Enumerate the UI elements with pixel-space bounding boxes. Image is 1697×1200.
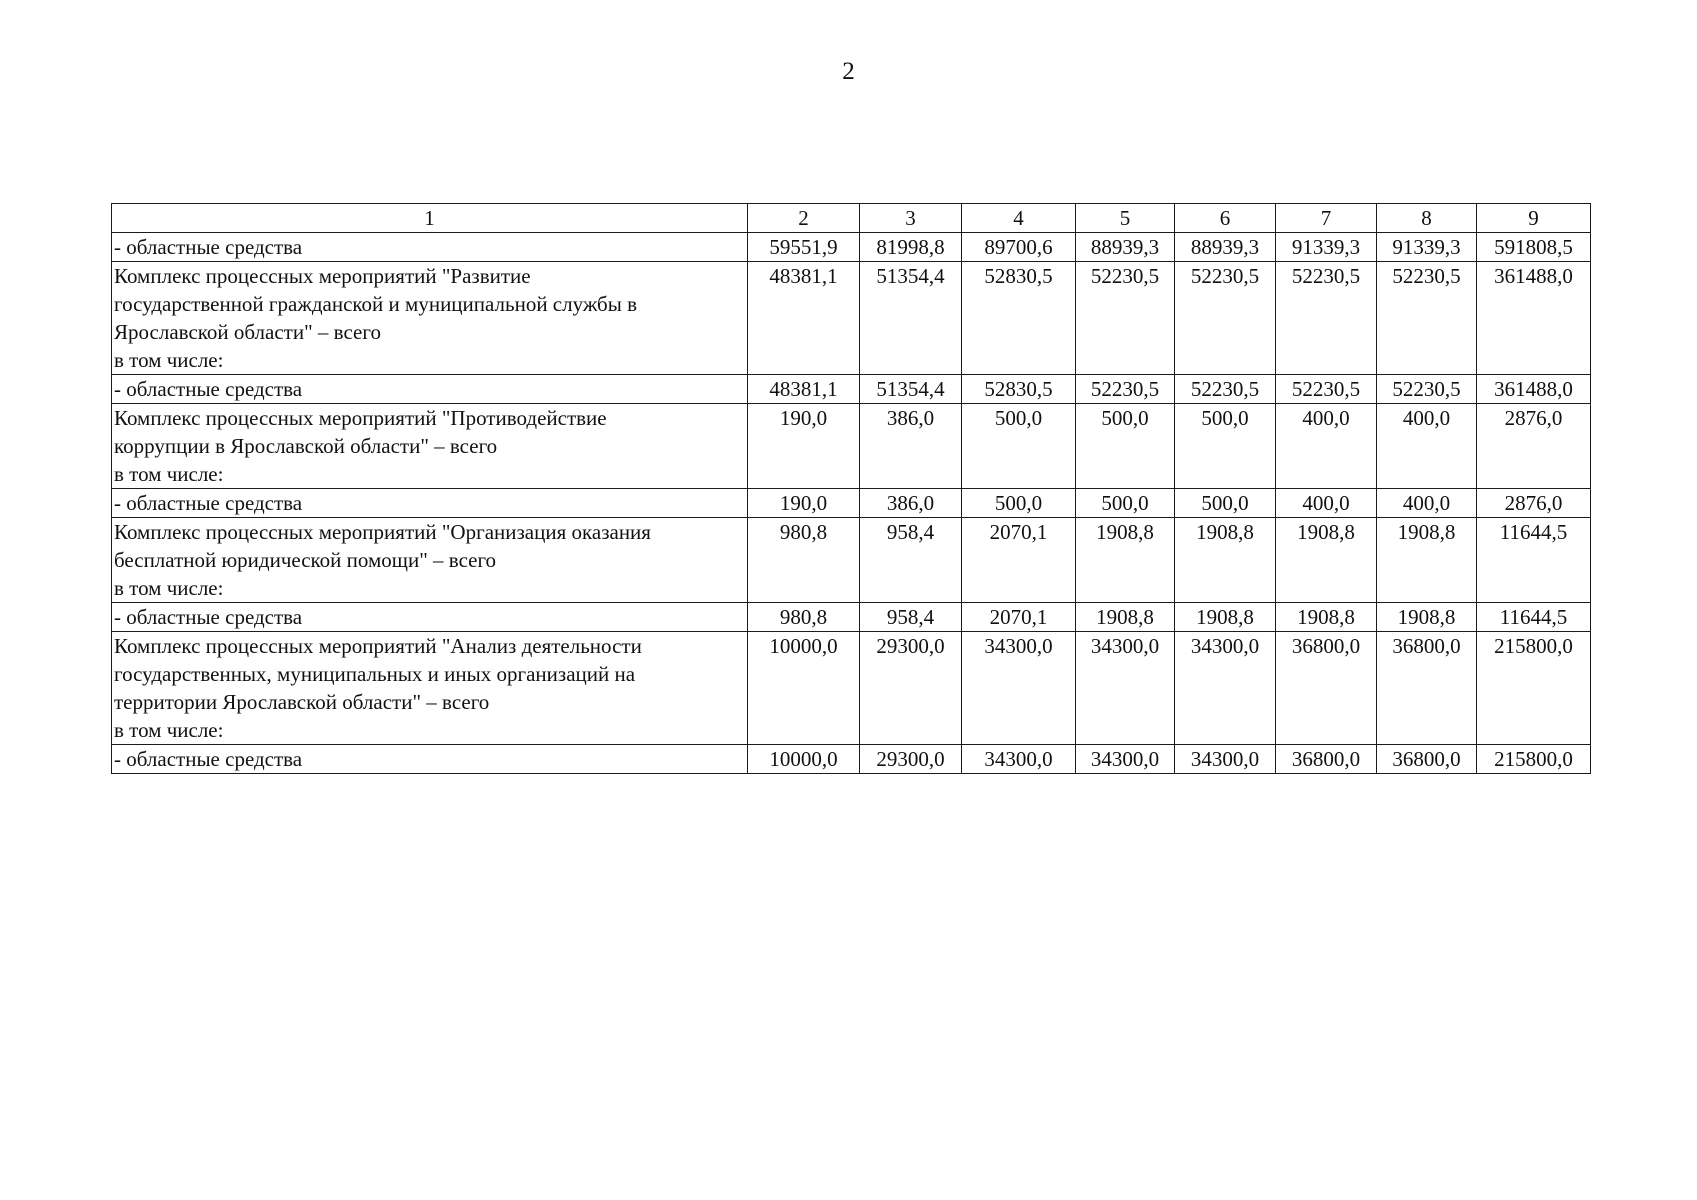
column-header: 2	[748, 204, 860, 233]
value-cell: 1908,8	[1175, 603, 1276, 632]
value-cell: 81998,8	[860, 233, 962, 262]
row-name-line: - областные средства	[114, 235, 303, 259]
table-row-complex	[112, 632, 1591, 745]
column-header: 9	[1477, 204, 1591, 233]
value-cell: 52830,5	[962, 262, 1076, 375]
value-cell: 91339,3	[1377, 233, 1477, 262]
value-cell: 2876,0	[1477, 489, 1591, 518]
value-cell: 500,0	[1175, 489, 1276, 518]
row-name-line: - областные средства	[114, 605, 303, 629]
value-cell: 500,0	[962, 404, 1076, 489]
value-cell: 59551,9	[748, 233, 860, 262]
value-cell: 52230,5	[1377, 375, 1477, 404]
table-row-complex	[112, 518, 1591, 603]
value-cell: 52230,5	[1377, 262, 1477, 375]
table-row-funding	[112, 603, 1591, 632]
page-number: 2	[842, 58, 855, 85]
value-cell: 48381,1	[748, 262, 860, 375]
column-header: 5	[1076, 204, 1175, 233]
value-cell: 11644,5	[1477, 518, 1591, 603]
value-cell: 500,0	[1175, 404, 1276, 489]
value-cell: 52830,5	[962, 375, 1076, 404]
row-name-cell	[112, 375, 748, 404]
value-cell: 980,8	[748, 603, 860, 632]
header-row	[112, 204, 1591, 233]
column-header: 3	[860, 204, 962, 233]
column-header: 8	[1377, 204, 1477, 233]
value-cell: 51354,4	[860, 262, 962, 375]
value-cell: 89700,6	[962, 233, 1076, 262]
value-cell: 88939,3	[1175, 233, 1276, 262]
row-name-line: Комплекс процессных мероприятий "Развитие	[114, 264, 531, 288]
row-name-cell	[112, 489, 748, 518]
row-name-line: Комплекс процессных мероприятий "Анализ деятельности	[114, 634, 642, 658]
value-cell: 500,0	[1076, 404, 1175, 489]
value-cell: 215800,0	[1477, 632, 1591, 745]
column-header: 7	[1276, 204, 1377, 233]
row-name-cell	[112, 632, 748, 745]
table-body	[112, 233, 1591, 774]
value-cell: 10000,0	[748, 745, 860, 774]
row-name-line: Комплекс процессных мероприятий "Противодействие	[114, 406, 607, 430]
row-name-line: коррупции в Ярославской области" – всего	[114, 434, 498, 458]
table-row-complex	[112, 262, 1591, 375]
value-cell: 1908,8	[1276, 603, 1377, 632]
value-cell: 51354,4	[860, 375, 962, 404]
row-name-line: в том числе:	[114, 576, 224, 600]
value-cell: 1908,8	[1076, 518, 1175, 603]
value-cell: 958,4	[860, 603, 962, 632]
value-cell: 1908,8	[1377, 518, 1477, 603]
value-cell: 52230,5	[1076, 262, 1175, 375]
value-cell: 29300,0	[860, 632, 962, 745]
budget-table	[111, 203, 1591, 774]
table-row-funding	[112, 233, 1591, 262]
value-cell: 1908,8	[1276, 518, 1377, 603]
value-cell: 36800,0	[1377, 632, 1477, 745]
row-name-cell	[112, 262, 748, 375]
value-cell: 400,0	[1276, 404, 1377, 489]
value-cell: 1908,8	[1377, 603, 1477, 632]
row-name-line: - областные средства	[114, 491, 303, 515]
value-cell: 2070,1	[962, 603, 1076, 632]
row-name-line: бесплатной юридической помощи" – всего	[114, 548, 497, 572]
value-cell: 2876,0	[1477, 404, 1591, 489]
row-name-line: государственных, муниципальных и иных организаций на	[114, 662, 636, 686]
value-cell: 36800,0	[1377, 745, 1477, 774]
value-cell: 52230,5	[1175, 375, 1276, 404]
value-cell: 500,0	[962, 489, 1076, 518]
value-cell: 48381,1	[748, 375, 860, 404]
row-name-line: - областные средства	[114, 377, 303, 401]
value-cell: 400,0	[1377, 404, 1477, 489]
value-cell: 215800,0	[1477, 745, 1591, 774]
row-name-cell	[112, 745, 748, 774]
row-name-line: Комплекс процессных мероприятий "Организация оказания	[114, 520, 651, 544]
row-name-cell	[112, 603, 748, 632]
value-cell: 52230,5	[1076, 375, 1175, 404]
value-cell: 88939,3	[1076, 233, 1175, 262]
value-cell: 190,0	[748, 404, 860, 489]
column-header: 4	[962, 204, 1076, 233]
value-cell: 1908,8	[1175, 518, 1276, 603]
value-cell: 980,8	[748, 518, 860, 603]
value-cell: 400,0	[1276, 489, 1377, 518]
value-cell: 591808,5	[1477, 233, 1591, 262]
value-cell: 386,0	[860, 404, 962, 489]
row-name-line: в том числе:	[114, 718, 224, 742]
table-row-complex	[112, 404, 1591, 489]
value-cell: 36800,0	[1276, 745, 1377, 774]
row-name-line: Ярославской области" – всего	[114, 320, 381, 344]
value-cell: 361488,0	[1477, 262, 1591, 375]
row-name-line: государственной гражданской и муниципальной службы в	[114, 292, 638, 316]
column-header: 1	[112, 204, 748, 233]
table-row-funding	[112, 745, 1591, 774]
value-cell: 91339,3	[1276, 233, 1377, 262]
value-cell: 36800,0	[1276, 632, 1377, 745]
row-name-cell	[112, 518, 748, 603]
value-cell: 34300,0	[1076, 745, 1175, 774]
value-cell: 52230,5	[1276, 262, 1377, 375]
value-cell: 11644,5	[1477, 603, 1591, 632]
value-cell: 958,4	[860, 518, 962, 603]
value-cell: 34300,0	[962, 745, 1076, 774]
value-cell: 500,0	[1076, 489, 1175, 518]
table-row-funding	[112, 375, 1591, 404]
value-cell: 190,0	[748, 489, 860, 518]
row-name-line: в том числе:	[114, 462, 224, 486]
value-cell: 386,0	[860, 489, 962, 518]
value-cell: 52230,5	[1276, 375, 1377, 404]
row-name-line: территории Ярославской области" – всего	[114, 690, 490, 714]
row-name-cell	[112, 404, 748, 489]
value-cell: 2070,1	[962, 518, 1076, 603]
row-name-line: в том числе:	[114, 348, 224, 372]
column-header: 6	[1175, 204, 1276, 233]
value-cell: 361488,0	[1477, 375, 1591, 404]
row-name-cell	[112, 233, 748, 262]
value-cell: 400,0	[1377, 489, 1477, 518]
value-cell: 34300,0	[962, 632, 1076, 745]
row-name-line: - областные средства	[114, 747, 303, 771]
value-cell: 34300,0	[1175, 745, 1276, 774]
value-cell: 1908,8	[1076, 603, 1175, 632]
value-cell: 29300,0	[860, 745, 962, 774]
value-cell: 10000,0	[748, 632, 860, 745]
table-row-funding	[112, 489, 1591, 518]
value-cell: 34300,0	[1076, 632, 1175, 745]
value-cell: 34300,0	[1175, 632, 1276, 745]
value-cell: 52230,5	[1175, 262, 1276, 375]
